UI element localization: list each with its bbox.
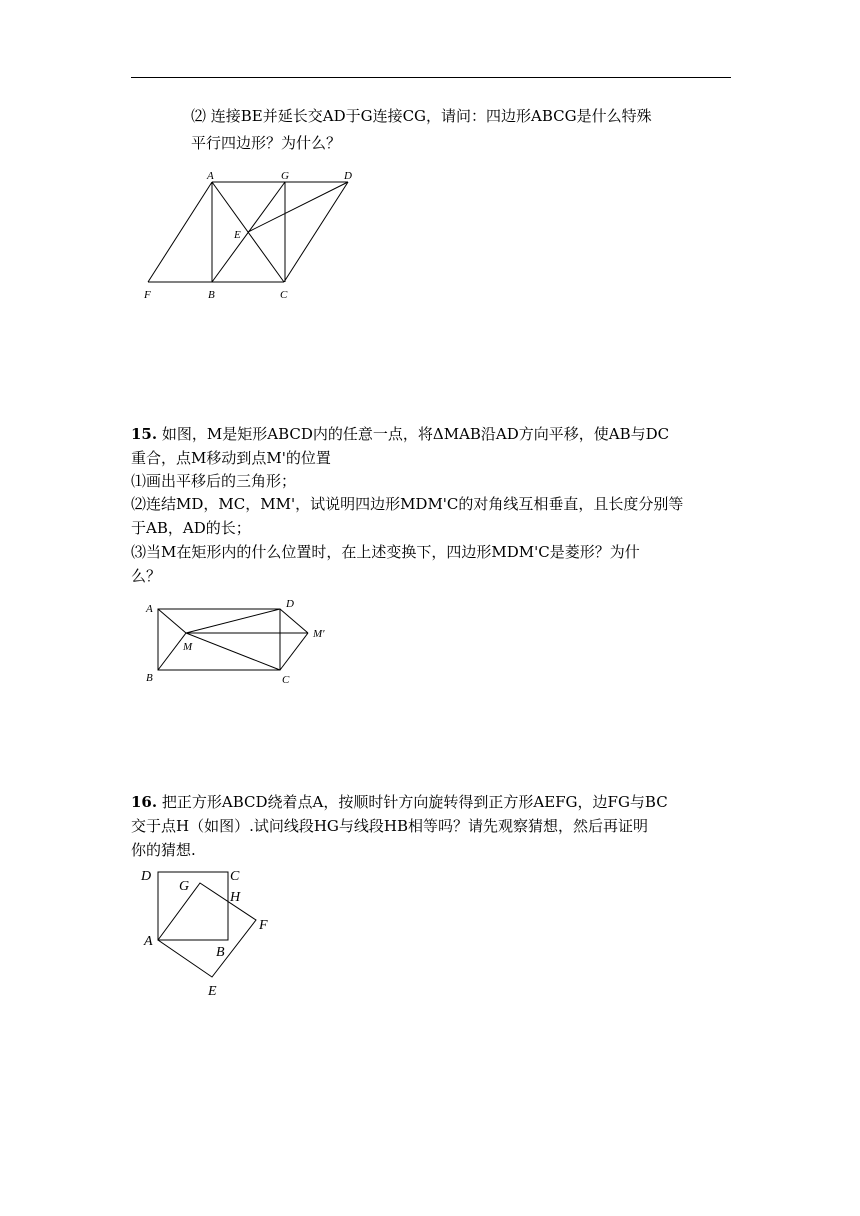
label-B: B	[208, 289, 215, 301]
label-A: A	[144, 934, 153, 949]
label-G: G	[179, 879, 190, 894]
label-M: M	[183, 641, 193, 653]
label-A: A	[207, 170, 214, 182]
label-E: E	[234, 229, 241, 241]
label-B: B	[216, 945, 225, 960]
label-F: F	[259, 918, 268, 933]
problem15-item2-line1: ⑵连结MD，MC，MM'，试说明四边形MDM'C的对角线互相垂直，且长度分别等	[131, 495, 684, 513]
label-D: D	[141, 869, 152, 884]
problem16-text-line1: 把正方形ABCD绕着点A，按顺时针方向旋转得到正方形AEFG，边FG与BC	[161, 793, 668, 811]
label-A: A	[146, 603, 153, 615]
problem15-item3-line2: 么？	[131, 567, 162, 585]
label-E: E	[208, 984, 217, 999]
label-G: G	[281, 170, 289, 182]
label-F: F	[144, 289, 151, 301]
problem15-item3-line1: ⑶当M在矩形内的什么位置时，在上述变换下，四边形MDM'C是菱形？为什	[131, 543, 640, 561]
label-C: C	[280, 289, 288, 301]
problem16-line3: 你的猜想.	[131, 841, 196, 859]
problem16-line2: 交于点H（如图）.试问线段HG与线段HB相等吗？请先观察猜想，然后再证明	[131, 817, 649, 835]
label-D: D	[286, 598, 294, 610]
problem16-number: 16.	[131, 793, 158, 811]
label-B: B	[146, 672, 153, 684]
problem15-item2-line2: 于AB，AD的长；	[131, 519, 251, 537]
label-C: C	[230, 869, 240, 884]
label-H: H	[230, 890, 241, 905]
label-C: C	[282, 674, 290, 686]
problem15-item1: ⑴画出平移后的三角形；	[131, 472, 297, 490]
label-Mprime: M′	[313, 628, 325, 640]
label-D: D	[344, 170, 352, 182]
square-AEFG	[158, 883, 256, 977]
problem15-text-line1: 如图，M是矩形ABCD内的任意一点，将ΔMAB沿AD方向平移，使AB与DC	[161, 425, 670, 443]
problem14-part2-line1: ⑵ 连接BE并延长交AD于G连接CG，请问：四边形ABCG是什么特殊	[191, 107, 652, 125]
problem15-line2: 重合，点M移动到点M'的位置	[131, 449, 331, 467]
square-ABCD	[158, 872, 228, 940]
problem15-number: 15.	[131, 425, 158, 443]
problem14-part2-line2: 平行四边形？为什么？	[191, 134, 342, 152]
